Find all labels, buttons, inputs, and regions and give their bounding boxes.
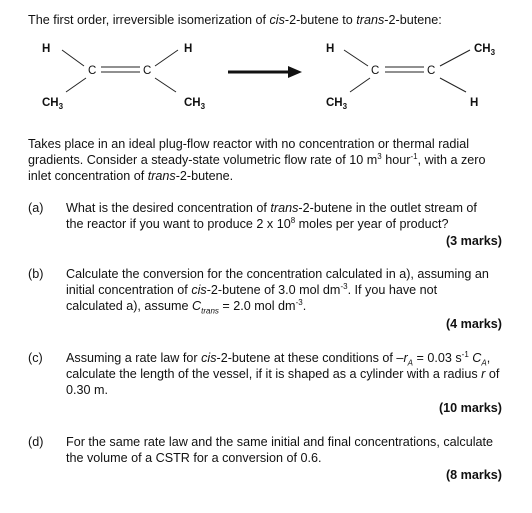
question-d <box>28 434 504 466</box>
intro-prefix: The first order, irreversible isomerization of <box>28 13 270 27</box>
trans-bond-ch3-left <box>350 78 370 92</box>
cis-h-left: H <box>42 43 51 55</box>
description-line-2: gradients. Consider a steady-state volumetric flow rate of 10 $m^3$ hour$^{-1}$, with a zero <box>28 151 486 167</box>
question-c-text: Assuming a rate law for cis-2-butene at these conditions of $-r_A = 0.03$ $s^{-1}$ $C_A$, calculate the length of the vessel, if it is shaped as a cylinder with a radius r of 0.30 m. <box>66 349 500 397</box>
question-a <box>28 200 504 232</box>
cis-2-butene-structure <box>42 43 206 111</box>
cis-methyl-left: $CH_3$ <box>42 97 64 111</box>
trans-2-butene-structure <box>326 43 496 111</box>
question-c <box>28 350 504 398</box>
reaction-scheme <box>0 36 532 116</box>
cis-bond-ch3-right <box>155 78 176 92</box>
question-b-text: Calculate the conversion for the concentration calculated in a), assuming an initial concentration of cis-2-butene of 3.0 mol $dm^{-3}$. If you have not calculated a), assume $C_{trans} = 2.0$ mol $dm^{-3}$. <box>66 267 489 316</box>
trans-bond-h-left <box>344 50 368 66</box>
cis-carbon-right: C <box>143 65 152 77</box>
cis-bond-ch3-left <box>66 78 86 92</box>
trans-carbon-left: C <box>371 65 380 77</box>
question-b <box>28 266 504 314</box>
trans-methyl-right: $CH_3$ <box>474 43 496 57</box>
question-a-label: (a) <box>28 201 44 215</box>
cis-methyl-right: $CH_3$ <box>184 97 206 111</box>
question-b-marks: (4 marks) <box>445 317 502 331</box>
question-c-marks: (10 marks) <box>438 401 502 415</box>
question-d-label: (d) <box>28 435 44 449</box>
question-b-label: (b) <box>28 267 44 281</box>
description-line-3: inlet concentration of trans-2-butene. <box>28 169 234 183</box>
cis-bond-h-right <box>155 50 178 66</box>
question-a-text: What is the desired concentration of trans-2-butene in the outlet stream of the reactor if you want to produce 2 x $10^8$ moles per year of product? <box>66 201 477 231</box>
question-c-label: (c) <box>28 351 43 365</box>
trans-bond-ch3-right <box>440 50 470 66</box>
trans-carbon-right: C <box>427 65 436 77</box>
intro-reactant: cis <box>269 13 285 27</box>
cis-h-right: H <box>184 43 193 55</box>
trans-bond-h-right <box>440 78 466 92</box>
trans-h-left: H <box>326 43 335 55</box>
intro-sentence <box>28 12 508 28</box>
trans-h-right: H <box>470 97 479 109</box>
intro-reactant-rest: -2-butene to <box>284 13 357 27</box>
question-d-marks: (8 marks) <box>445 468 502 482</box>
question-a-marks: (3 marks) <box>445 234 502 248</box>
trans-methyl-left: $CH_3$ <box>326 97 348 111</box>
cis-bond-h-left <box>62 50 84 66</box>
reaction-arrow <box>228 66 302 78</box>
cis-carbon-left: C <box>88 65 97 77</box>
intro-product: trans <box>356 13 385 27</box>
question-d-text: For the same rate law and the same initial and final concentrations, calculate the volume of a CSTR for a conversion of 0.6. <box>66 435 494 465</box>
intro-product-rest: -2-butene: <box>384 13 442 27</box>
description-paragraph <box>28 136 504 184</box>
description-line-1: Takes place in an ideal plug-flow reactor with no concentration or thermal radial <box>28 137 470 151</box>
